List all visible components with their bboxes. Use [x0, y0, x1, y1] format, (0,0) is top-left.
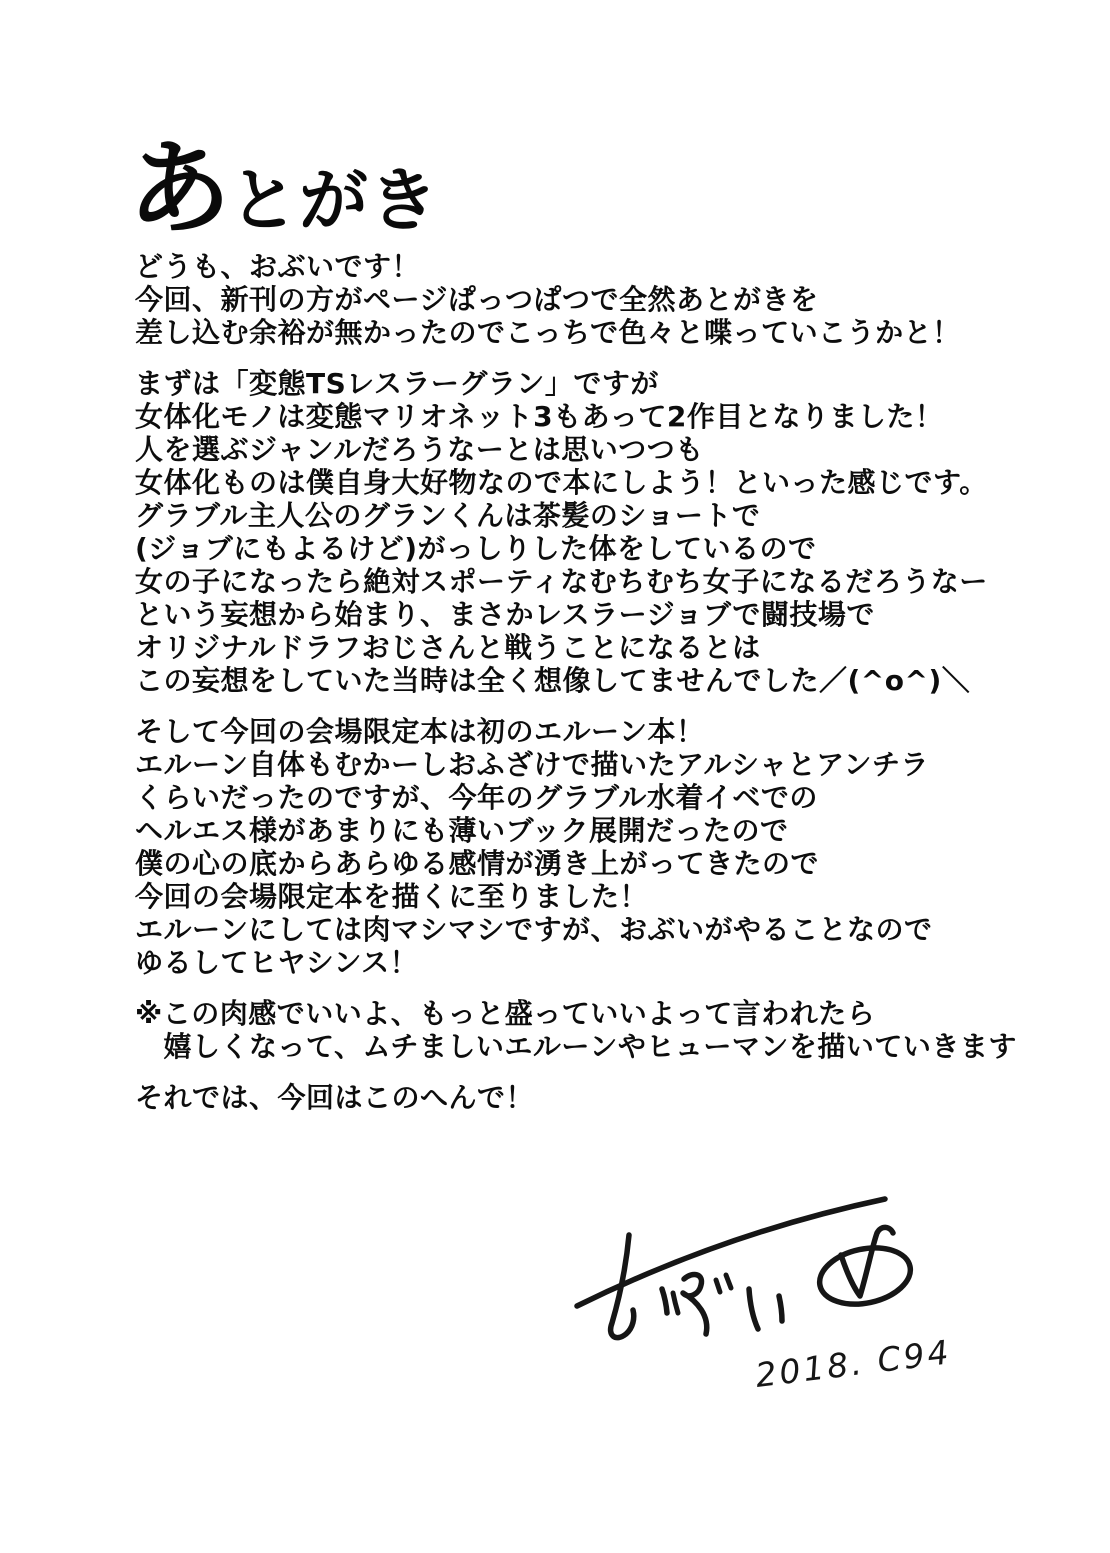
signature-mark-stroke [841, 1227, 893, 1296]
text-line: 女の子になったら絶対スポーティなむちむち女子になるだろうなー [135, 565, 988, 598]
title-rest: とがき [229, 161, 439, 241]
text-line: ゆるしてヒヤシンス！ [135, 946, 419, 979]
text-line: 差し込む余裕が無かったのでこっちで色々と喋っていこうかと！ [135, 316, 961, 349]
text-line: 嬉しくなって、ムチましいエルーンやヒューマンを描いていきます [135, 1030, 1017, 1063]
text-line: ※この肉感でいいよ、もっと盛っていいよって言われたら [135, 997, 876, 1030]
signature-char-bu-left-dot [673, 1293, 678, 1313]
text-line: エルーンにしては肉マシマシですが、おぶいがやることなので [135, 913, 933, 946]
text-line: 女体化ものは僕自身大好物なので本にしよう！といった感じです。 [135, 466, 988, 499]
text-line: どうも、おぶいです！ [135, 250, 421, 283]
text-line: それでは、今回はこのへんで！ [135, 1081, 535, 1114]
text-line: 今回、新刊の方がページぱっつぱつで全然あとがきを [135, 283, 819, 316]
page-title [128, 129, 439, 249]
text-line: 僕の心の底からあらゆる感情が湧き上がってきたので [135, 847, 820, 880]
signature-char-i-stroke [749, 1289, 782, 1329]
text-line: 今回の会場限定本を描くに至りました！ [135, 880, 649, 913]
signature-char-bu-dakuten [716, 1275, 731, 1292]
paragraph-closing [135, 1081, 1017, 1114]
signature-date: 2018. C94 [753, 1332, 954, 1395]
paragraph-venue-book [135, 715, 1017, 979]
signature [545, 1175, 1010, 1445]
afterword-body [135, 250, 1017, 1132]
text-line: くらいだったのですが、今年のグラブル水着イベでの [135, 781, 818, 814]
text-line: オリジナルドラフおじさんと戦うことになるとは [135, 631, 761, 664]
text-line: まずは「変態TSレスラーグラン」ですが [135, 367, 659, 400]
signature-char-o-dot [662, 1289, 667, 1313]
paragraph-main-book [135, 367, 1017, 697]
signature-char-bu-stroke [683, 1274, 707, 1334]
text-line: 女体化モノは変態マリオネット3もあって2作目となりました！ [135, 400, 944, 433]
text-line: グラブル主人公のグランくんは茶髪のショートで [135, 499, 761, 532]
text-line: この妄想をしていた当時は全く想像してませんでした／(^o^)＼ [135, 664, 971, 697]
text-line: という妄想から始まり、まさかレスラージョブで闘技場で [135, 598, 875, 631]
title-first-char: あ [128, 129, 229, 249]
text-line: 人を選ぶジャンルだろうなーとは思いつつも [135, 433, 704, 466]
text-line: ヘルエス様があまりにも薄いブック展開だったので [135, 814, 789, 847]
text-line: (ジョブにもよるけど)がっしりした体をしているので [135, 532, 817, 565]
paragraph-note [135, 997, 1017, 1063]
text-line: エルーン自体もむかーしおふざけで描いたアルシャとアンチラ [135, 748, 929, 781]
text-line: そして今回の会場限定本は初のエルーン本！ [135, 715, 705, 748]
paragraph-greeting [135, 250, 1017, 349]
